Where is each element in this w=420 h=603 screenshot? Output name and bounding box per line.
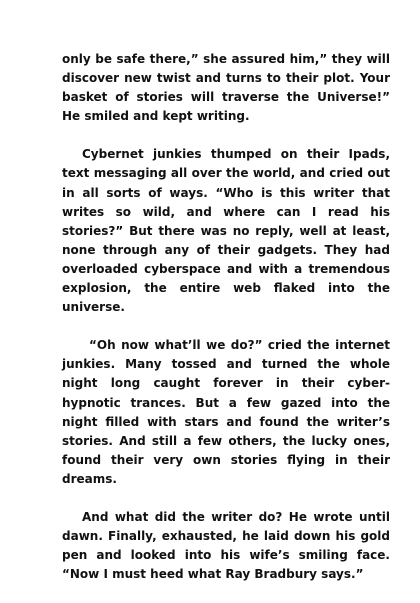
paragraph-1: only be safe there,” she assured him,” they will discover new twist and turns to their plot. Your basket of stories will traverse the Universe!” He smiled and kept writing. [62, 52, 390, 124]
paragraph-4: And what did the writer do? He wrote until dawn. Finally, exhausted, he laid down his gold pen and looked into his wife’s smiling face. “Now I must heed what Ray Bradbury says.” [62, 509, 390, 582]
paragraph-3: “Oh now what’ll we do?” cried the internet junkies. Many tossed and turned the whole night long caught forever in their cyber-hypnotic trances. But a few gazed into the night filled with stars and found the writer’s stories. And still a few others, the lucky ones, found their very own stories flying in their dreams. [62, 338, 390, 486]
body-text [62, 50, 390, 603]
paragraph-2: Cybernet junkies thumped on their Ipads, text messaging all over the world, and cried out in all sorts of ways. “Who is this writer that writes so wild, and where can I read his stories?” But there was no reply, well at least, none through any of their gadgets. They had overloaded cyberspace and with a tremendous explosion, the entire web flaked into the universe. [62, 147, 390, 315]
